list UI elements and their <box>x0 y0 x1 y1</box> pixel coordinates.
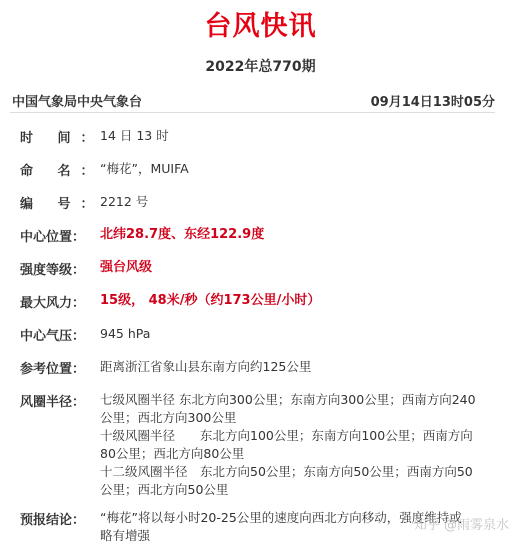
label-reference: 参考位置： <box>20 362 86 377</box>
label-name: 命 名： <box>20 164 104 179</box>
value-wind-radius <box>100 391 490 499</box>
label-wind-radius: 风圈半径： <box>20 395 86 410</box>
wind-radius-line: 十二级风圈半径 东北方向50公里；东南方向50公里；西南方向50 <box>100 464 473 479</box>
label-center: 中心位置： <box>20 230 86 245</box>
header-bar <box>10 88 495 113</box>
wind-radius-line: 公里；西北方向300公里 <box>100 410 237 425</box>
value-time: 14 日 13 时 <box>100 128 169 143</box>
page-title: 台风快讯 <box>204 11 317 42</box>
value-center: 北纬28.7度、东经122.9度 <box>100 227 265 242</box>
wind-radius-line: 80公里；西北方向80公里 <box>100 446 245 461</box>
wind-radius-line: 公里；西北方向50公里 <box>100 482 229 497</box>
forecast-line: 略有增强 <box>100 528 151 543</box>
value-pressure: 945 hPa <box>100 326 151 341</box>
value-max-wind: 15级， 48米/秒（约173公里/小时） <box>100 293 321 308</box>
issue-number: 2022年总770期 <box>205 59 316 75</box>
watermark: 知乎 @雨雾泉水 <box>413 518 509 533</box>
label-pressure: 中心气压： <box>20 329 86 344</box>
value-reference: 距离浙江省象山县东南方向约125公里 <box>100 359 312 374</box>
value-name: “梅花”，MUIFA <box>100 161 189 176</box>
label-intensity: 强度等级： <box>20 263 86 278</box>
label-time: 时 间： <box>20 131 104 146</box>
value-intensity: 强台风级 <box>100 260 153 275</box>
forecast-line: “梅花”将以每小时20-25公里的速度向西北方向移动，强度维持或 <box>100 510 462 525</box>
wind-radius-line: 七级风圈半径 东北方向300公里；东南方向300公里；西南方向240 <box>100 392 476 407</box>
agency-name: 中国气象局中央气象台 <box>12 95 143 110</box>
label-number: 编 号： <box>20 197 104 212</box>
wind-radius-line: 十级风圈半径 东北方向100公里；东南方向100公里；西南方向 <box>100 428 473 443</box>
label-max-wind: 最大风力： <box>20 296 86 311</box>
value-number: 2212 号 <box>100 194 149 209</box>
issued-time: 09月14日13时05分 <box>370 95 495 110</box>
label-forecast: 预报结论： <box>20 513 86 528</box>
